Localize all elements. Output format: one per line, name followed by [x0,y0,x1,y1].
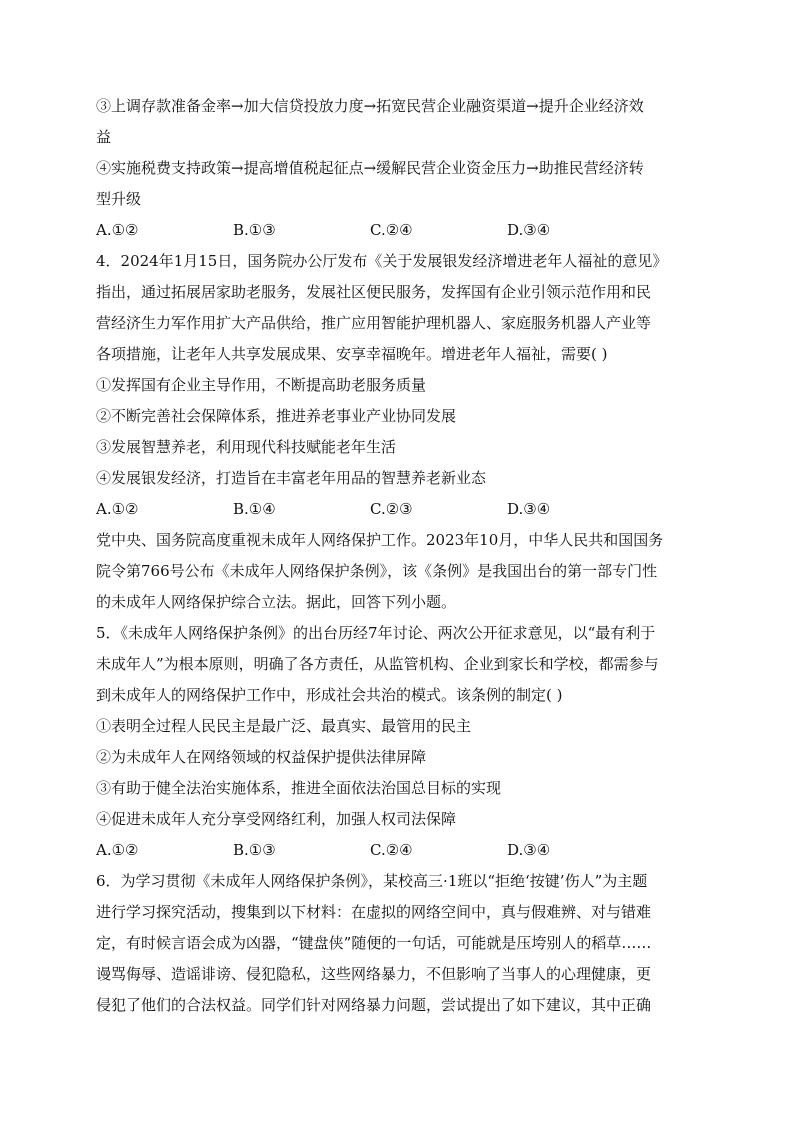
answer-options [96,215,706,246]
material-intro [96,525,706,618]
answer-options [96,835,706,866]
intro-line: 院令第766号公布《未成年人网络保护条例》，该《条例》是我国出台的第一部专门性 [96,562,658,580]
question-text-line: 定，有时候言语会成为凶器，“键盘侠”随便的一句话，可能就是压垮别人的稻草…… [96,934,652,952]
statement-2: ②为未成年人在网络领域的权益保护提供法律屏障 [96,748,427,766]
option-b: B.①③ [233,221,276,239]
statement-1: ①发挥国有企业主导作用，不断提高助老服务质量 [96,376,427,394]
statement-3: ③有助于健全法治实施体系，推进全面依法治国总目标的实现 [96,779,502,797]
option-c: C.②③ [370,500,413,518]
option-c: C.②④ [370,221,413,239]
intro-line: 的未成年人网络保护综合立法。据此，回答下列小题。 [96,593,457,611]
statement-3: ③上调存款准备金率→加大信贷投放力度→拓宽民营企业融资渠道→提升企业经济效 [96,97,644,115]
option-a: A.①② [96,221,139,239]
option-d: D.③④ [507,500,551,518]
option-a: A.①② [96,500,139,518]
answer-options [96,494,706,525]
question-text-line: 谩骂侮辱、造谣诽谤、侵犯隐私，这些网络暴力，不但影响了当事人的心理健康，更 [96,965,652,983]
question-text-line: 到未成年人的网络保护工作中，形成社会共治的模式。该条例的制定( ) [96,686,563,704]
question-text-line: 各项措施，让老年人共享发展成果、安享幸福晚年。增进老年人福祉，需要( ) [96,345,608,363]
option-c: C.②④ [370,841,413,859]
intro-line: 党中央、国务院高度重视未成年人网络保护工作。2023年10月，中华人民共和国国务 [96,531,664,549]
question-text-line: 未成年人”为根本原则，明确了各方责任，从监管机构、企业到家长和学校，都需参与 [96,655,659,673]
question-3-tail [96,91,706,246]
statement-1: ①表明全过程人民民主是最广泛、最真实、最管用的民主 [96,717,472,735]
statement-4-continued: 型升级 [96,190,142,208]
statement-2: ②不断完善社会保障体系，推进养老事业产业协同发展 [96,407,457,425]
question-text-line: 侵犯了他们的合法权益。同学们针对网络暴力问题，尝试提出了如下建议，其中正确 [96,996,652,1014]
statement-4: ④实施税费支持政策→提高增值税起征点→缓解民营企业资金压力→助推民营经济转 [96,159,644,177]
statement-4: ④促进未成年人充分享受网络红利，加强人权司法保障 [96,810,457,828]
option-a: A.①② [96,841,139,859]
option-b: B.①③ [233,841,276,859]
question-text-line: 营经济生力军作用扩大产品供给，推广应用智能护理机器人、家庭服务机器人产业等 [96,314,652,332]
question-text-line: 进行学习探究活动，搜集到以下材料：在虚拟的网络空间中，真与假难辨、对与错难 [96,903,652,921]
option-d: D.③④ [507,841,551,859]
question-text-line: 4．2024年1月15日，国务院办公厅发布《关于发展银发经济增进老年人福祉的意见》 [96,252,668,270]
statement-3: ③发展智慧养老，利用现代科技赋能老年生活 [96,438,397,456]
option-d: D.③④ [507,221,551,239]
question-5 [96,618,706,866]
exam-page [96,91,706,1021]
question-text-line: 5．《未成年人网络保护条例》的出台历经7年讨论、两次公开征求意见，以“最有利于 [96,624,656,642]
question-4 [96,246,706,525]
statement-3-continued: 益 [96,128,112,146]
question-text-line: 指出，通过拓展居家助老服务，发展社区便民服务，发挥国有企业引领示范作用和民 [96,283,652,301]
statement-4: ④发展银发经济，打造旨在丰富老年用品的智慧养老新业态 [96,469,487,487]
question-6 [96,866,706,1021]
option-b: B.①④ [233,500,276,518]
question-text-line: 6．为学习贯彻《未成年人网络保护条例》，某校高三·1班以“拒绝‘按键’伤人”为主题 [96,872,648,890]
